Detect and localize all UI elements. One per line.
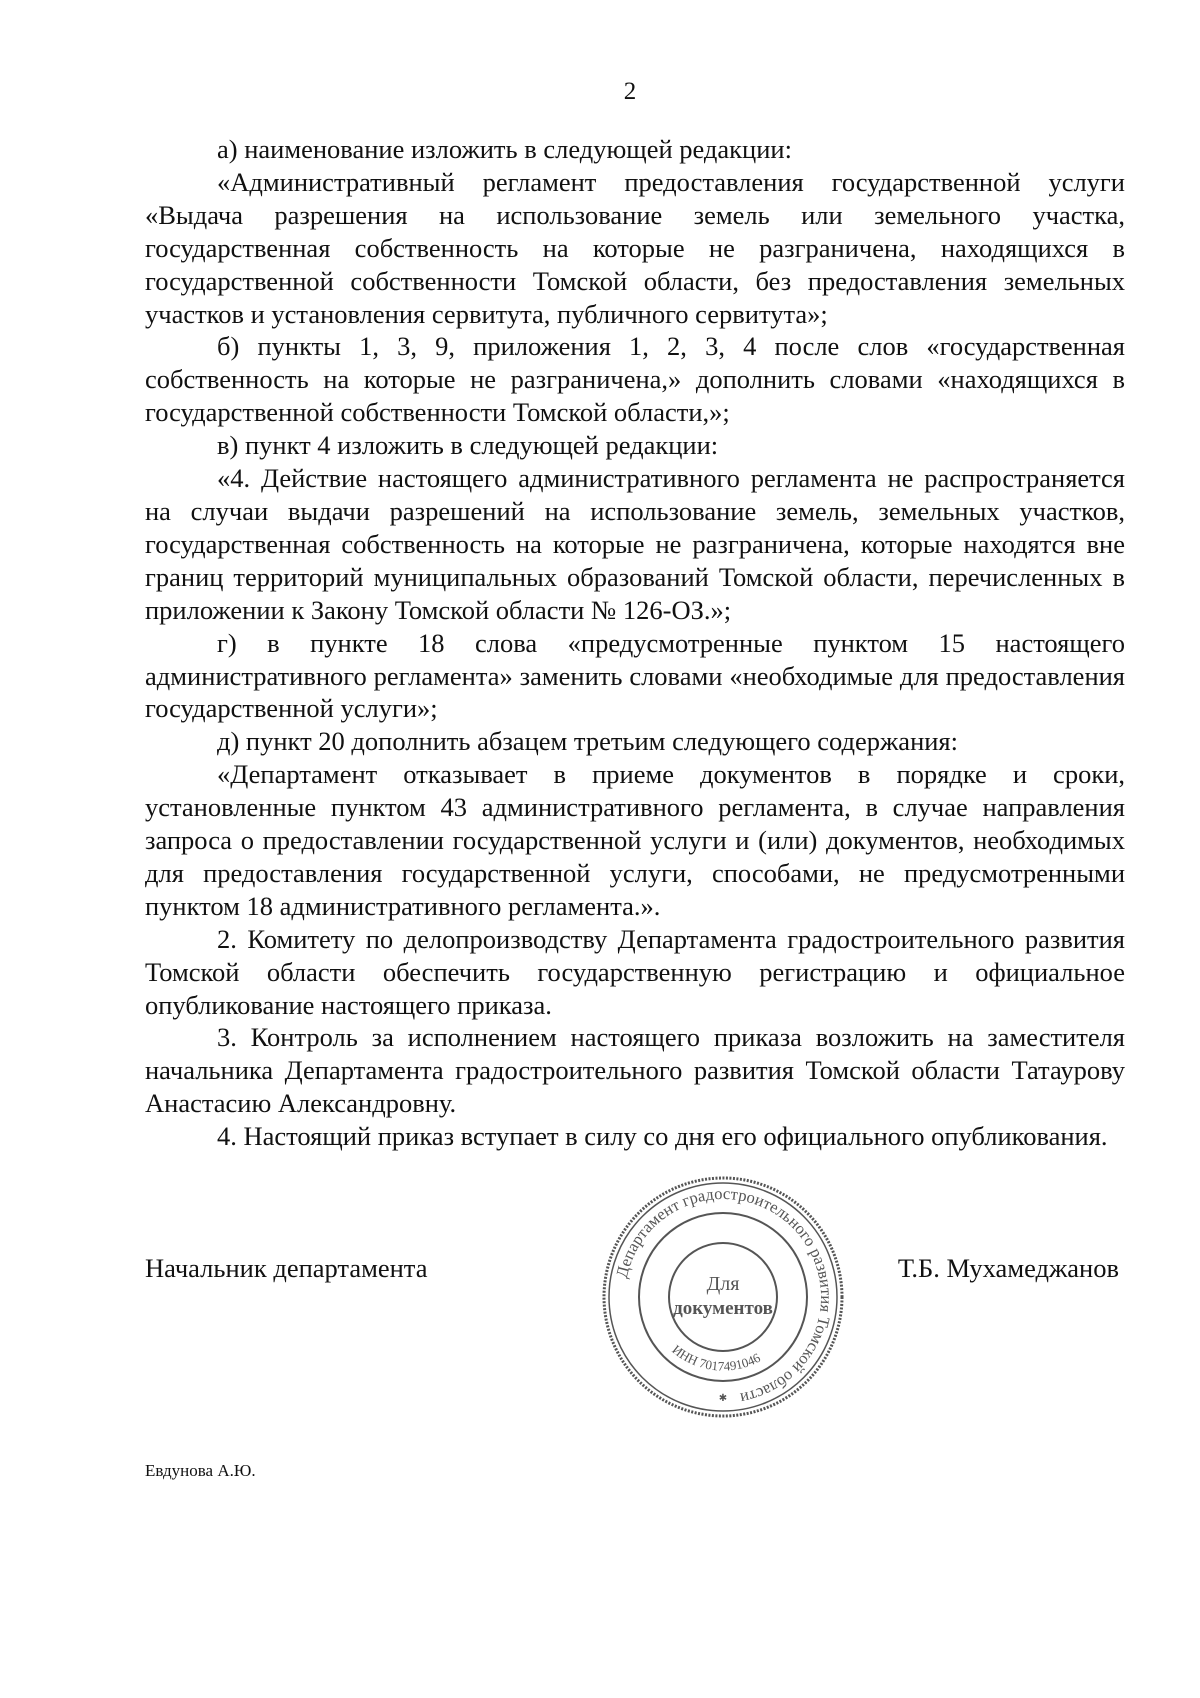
signatory-name: Т.Б. Мухамеджанов bbox=[897, 1253, 1119, 1283]
document-body bbox=[145, 133, 1125, 1153]
paragraph-department-refusal: «Департамент отказывает в приеме документов в порядке и сроки, установленные пунктом 43 административного регламента, в случае направления запроса о предоставлении государственной услуги и (или) документов, необходимых для предоставления государственной услуги, способами, не предусмотренными пунктом 18 административного регламента.». bbox=[145, 759, 1125, 921]
paragraph-item-g: г) в пункте 18 слова «предусмотренные пунктом 15 настоящего административного регламента» заменить словами «необходимые для предоставления государственной услуги»; bbox=[145, 627, 1125, 724]
paragraph-item-d: д) пункт 20 дополнить абзацем третьим следующего содержания: bbox=[217, 726, 958, 757]
paragraph-item-v: в) пункт 4 изложить в следующей редакции: bbox=[217, 430, 719, 461]
stamp-star-icon: ✱ bbox=[718, 1393, 728, 1404]
executor-name: Евдунова А.Ю. bbox=[145, 1461, 256, 1480]
page-number: 2 bbox=[623, 78, 637, 105]
paragraph-item-a: а) наименование изложить в следующей редакции: bbox=[217, 134, 792, 164]
paragraph-clause-4: 4. Настоящий приказ вступает в силу со дня его официального опубликования. bbox=[217, 1121, 1108, 1152]
signatory-position: Начальник департамента bbox=[145, 1253, 428, 1283]
stamp-center-line1: Для bbox=[706, 1273, 740, 1295]
paragraph-clause-3: 3. Контроль за исполнением настоящего приказа возложить на заместителя начальника Департамента градостроительного развития Томской области Татаурову Анастасию Александровну. bbox=[145, 1022, 1125, 1119]
stamp-inn-text: ИНН 7017491046 bbox=[669, 1341, 763, 1374]
paragraph-clause-2: 2. Комитету по делопроизводству Департамента градостроительного развития Томской области обеспечить государственную регистрацию и официальное опубликование настоящего приказа. bbox=[145, 923, 1125, 1020]
paragraph-regulation-title: «Административный регламент предоставления государственной услуги «Выдача разрешения на использование земель или земельного участка, государственная собственность на которые не разграничена, находящихся в государственной собственности Томской области, без предоставления земельных участков и установления сервитута, публичного сервитута»; bbox=[145, 166, 1125, 329]
official-stamp bbox=[598, 1172, 848, 1422]
stamp-center-line2: документов bbox=[673, 1298, 773, 1319]
stamp-ring-text: Департамент градостроительного развития Томской области bbox=[611, 1183, 837, 1409]
paragraph-point-4: «4. Действие настоящего административного регламента не распространяется на случаи выдачи разрешений на использование земель, земельных участков, государственная собственность на которые не разграничена, которые находятся вне границ территорий муниципальных образований Томской области, перечисленных в приложении к Закону Томской области № 126-ОЗ.»; bbox=[145, 463, 1125, 625]
paragraph-item-b: б) пункты 1, 3, 9, приложения 1, 2, 3, 4 после слов «государственная собственность на которые не разграничена,» дополнить словами «находящихся в государственной собственности Томской области,»; bbox=[145, 331, 1125, 428]
